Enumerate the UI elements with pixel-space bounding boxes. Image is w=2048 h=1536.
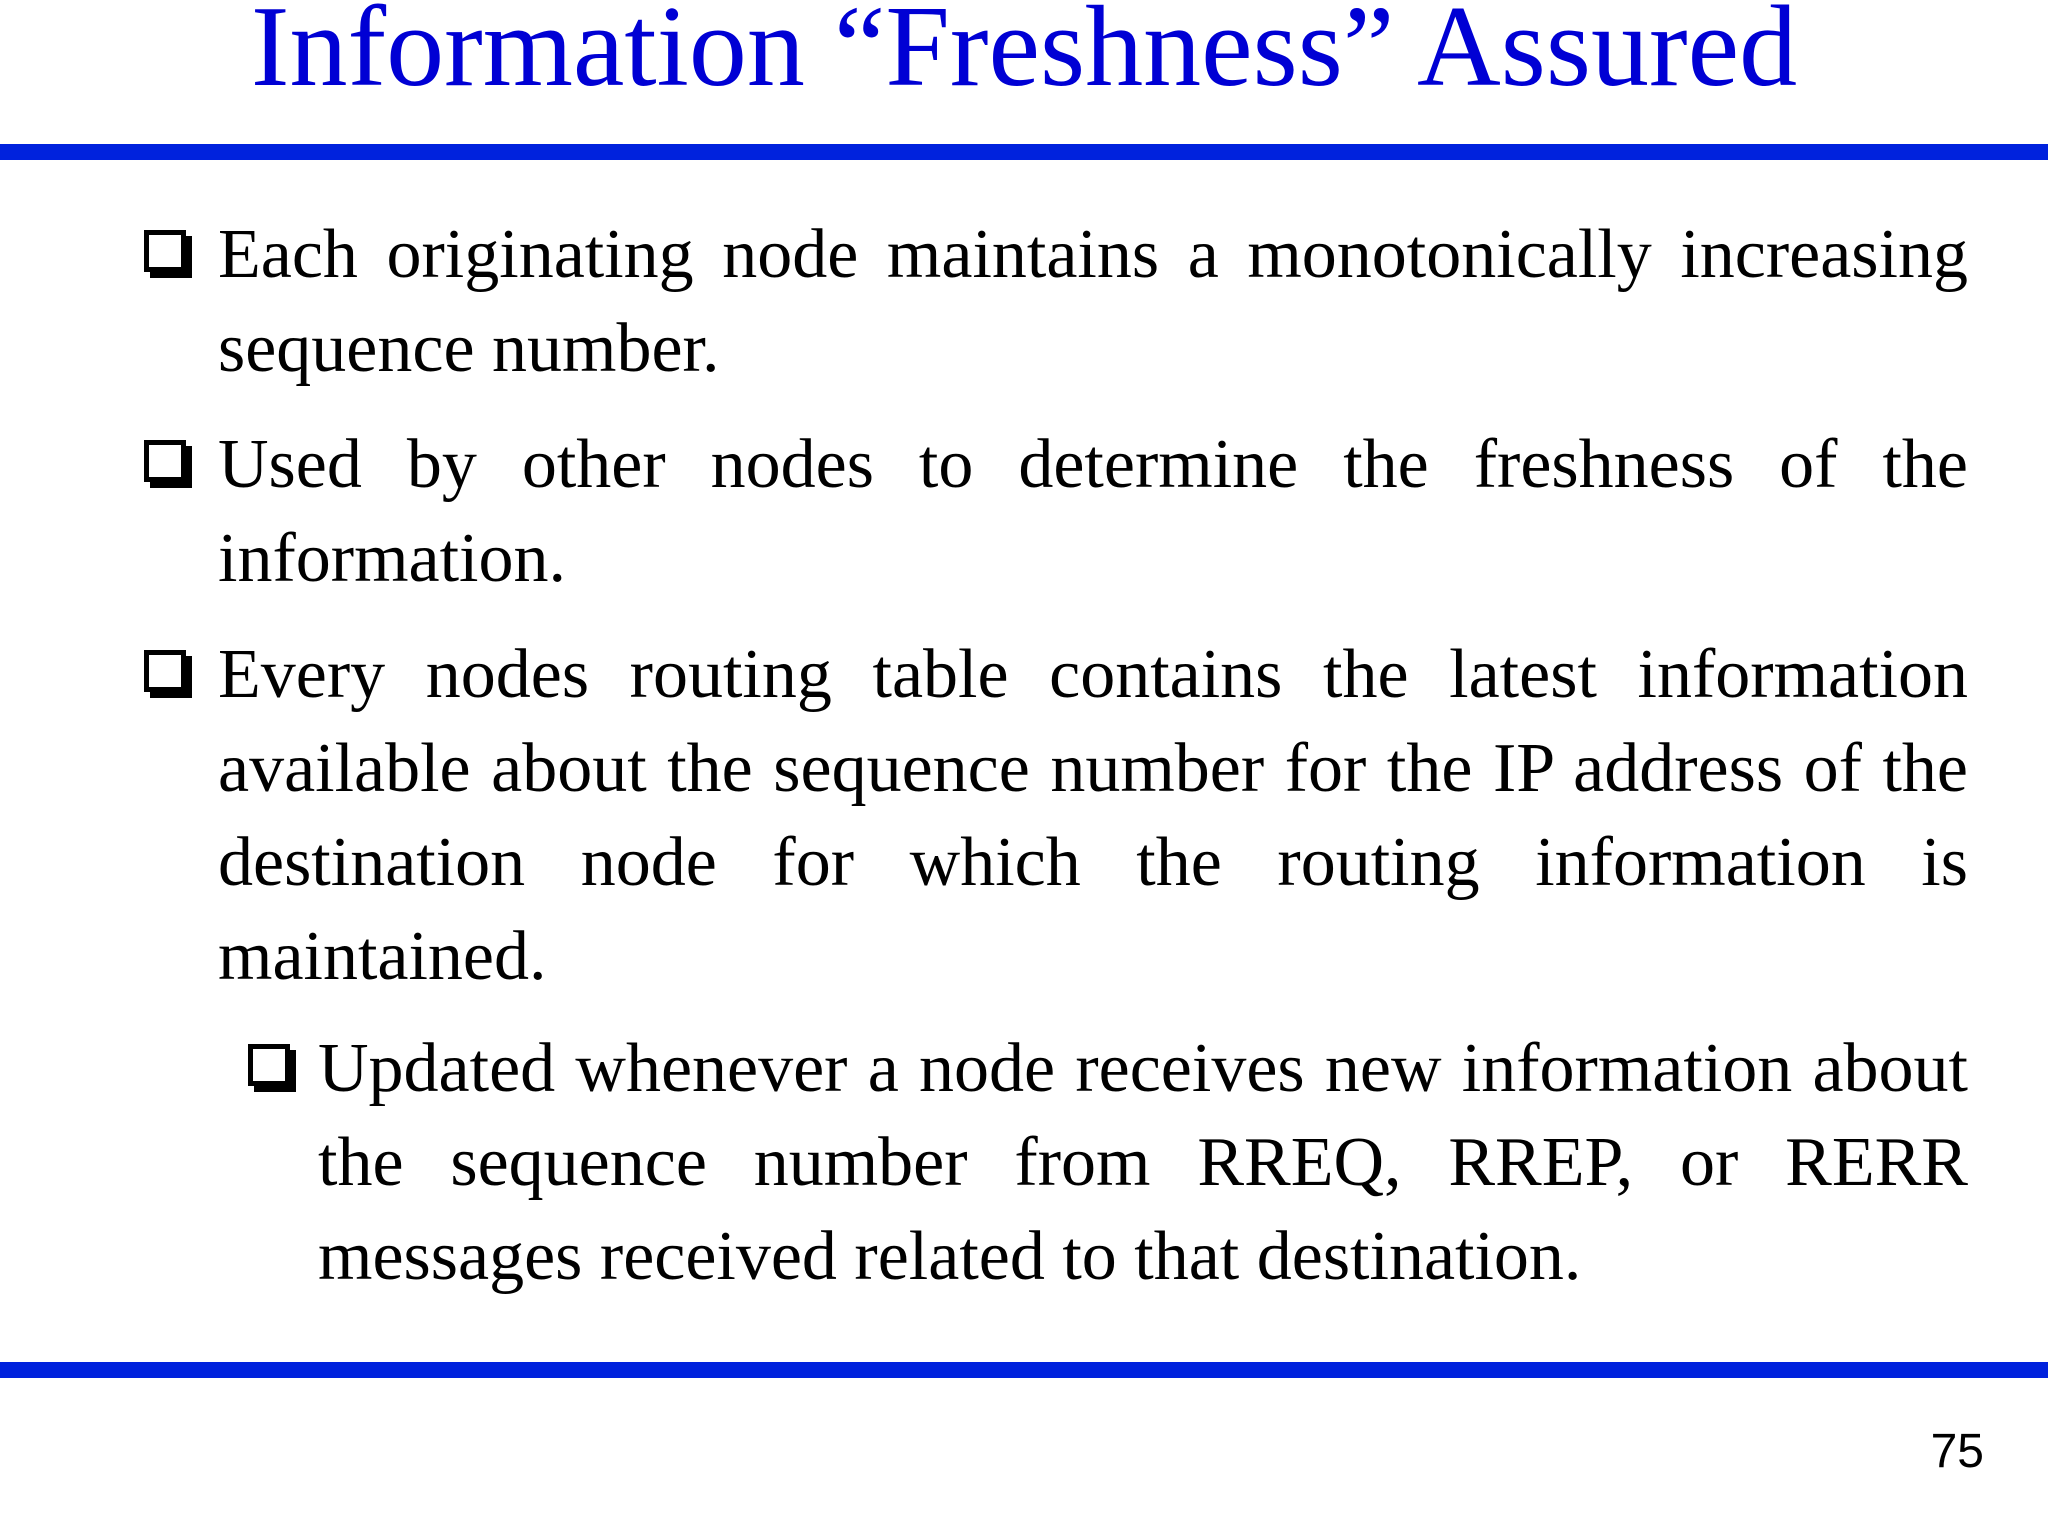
checkbox-square-icon [144,230,186,272]
sub-bullet-text: Updated whenever a node receives new information about the sequence number from RREQ, RREP, or RERR messages received related to that destination. [318,1030,1968,1295]
bullet-item [142,628,1968,1004]
slide-title: Information “Freshness” Assured [250,0,1798,111]
checkbox-square-icon [144,440,186,482]
checkbox-square-icon [144,650,186,692]
slide-body [142,208,1968,1304]
bullet-item [142,208,1968,396]
page-number: 75 [1930,1425,1984,1478]
bottom-divider [0,1362,2048,1378]
bullet-text: Each originating node maintains a monotonically increasing sequence number. [218,216,1968,387]
bullet-text: Used by other nodes to determine the freshness of the information. [218,426,1968,597]
checkbox-square-icon [248,1044,290,1086]
sub-bullet-item [246,1022,1968,1304]
bullet-text: Every nodes routing table contains the latest information available about the sequence number for the IP address of the destination node for which the routing information is maintained. [218,636,1968,995]
top-divider [0,144,2048,160]
bullet-item [142,418,1968,606]
